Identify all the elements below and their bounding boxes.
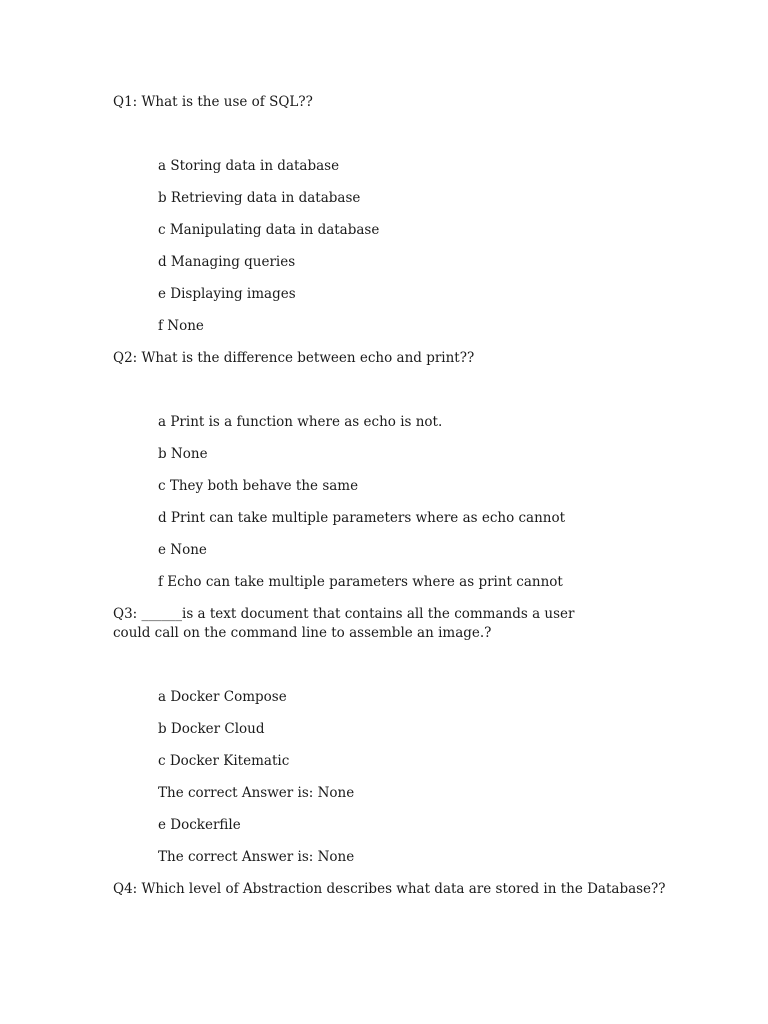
q2-option-f: f Echo can take multiple parameters where as print cannot	[158, 574, 563, 590]
question-3: Q3: ______is a text document that contains all the commands a user could call on the command line to assemble an image.?	[113, 606, 575, 641]
q2-option-d: d Print can take multiple parameters where as echo cannot	[158, 510, 566, 526]
q1-option-e: e Displaying images	[158, 286, 296, 302]
question-4: Q4: Which level of Abstraction describes what data are stored in the Database??	[113, 881, 666, 897]
q1-option-b: b Retrieving data in database	[158, 190, 361, 206]
q3-option-e: e Dockerfile	[158, 817, 241, 833]
question-1: Q1: What is the use of SQL??	[113, 94, 313, 110]
q3-option-b: b Docker Cloud	[158, 721, 265, 737]
q3-correct-answer-1: The correct Answer is: None	[158, 785, 355, 801]
q3-correct-answer-2: The correct Answer is: None	[158, 849, 355, 865]
q2-option-e: e None	[158, 542, 207, 558]
q2-option-b: b None	[158, 446, 208, 462]
q2-option-a: a Print is a function where as echo is not.	[158, 414, 443, 430]
q1-option-a: a Storing data in database	[158, 158, 340, 174]
q1-option-d: d Managing queries	[158, 254, 296, 270]
q1-option-f: f None	[158, 318, 204, 334]
q2-option-c: c They both behave the same	[158, 478, 359, 494]
q3-option-c: c Docker Kitematic	[158, 753, 290, 769]
q3-option-a: a Docker Compose	[158, 689, 287, 705]
question-2: Q2: What is the difference between echo and print??	[113, 350, 475, 366]
q1-option-c: c Manipulating data in database	[158, 222, 380, 238]
